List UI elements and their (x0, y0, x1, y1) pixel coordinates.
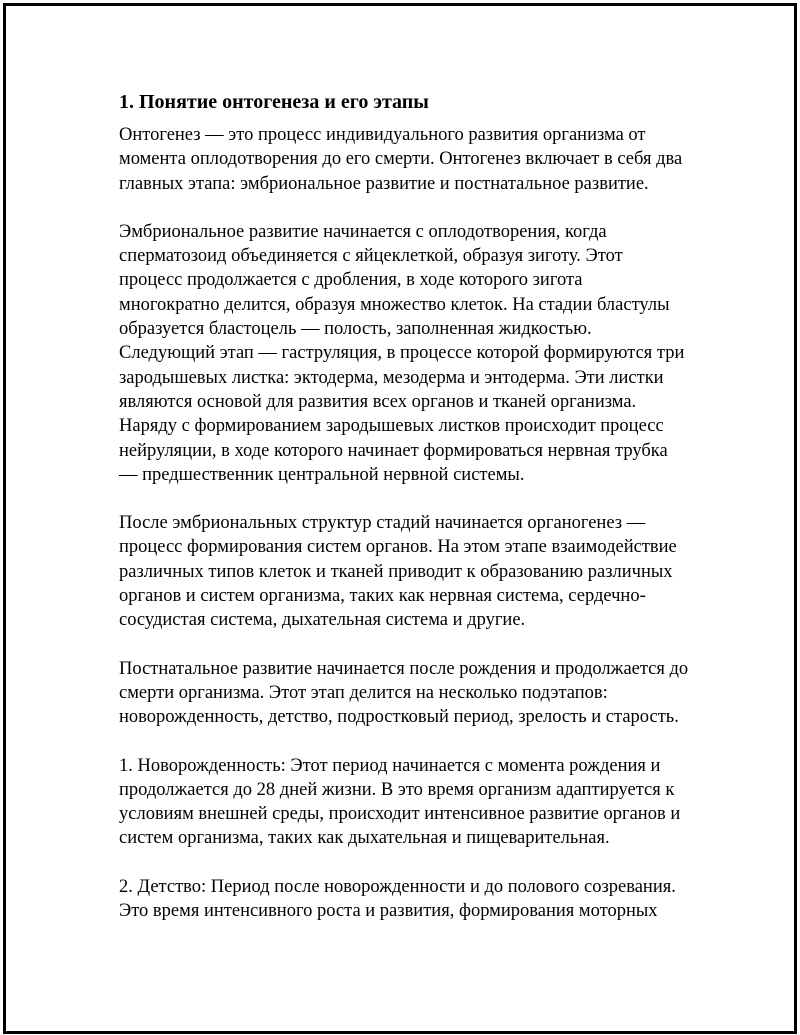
paragraph-embryonic-development: Эмбриональное развитие начинается с оплодотворения, когда сперматозоид объединяется с яйцеклеткой, образуя зиготу. Этот процесс продолжается с дробления, в ходе которого зигота многократно делится, образуя множество клеток. На стадии бластулы образуется бластоцель — полость, заполненная жидкостью. Следующий этап — гаструляция, в процессе которой формируются три зародышевых листка: эктодерма, мезодерма и энтодерма. Эти листки являются основой для развития всех органов и тканей организма. Наряду с формированием зародышевых листков происходит процесс нейруляции, в ходе которого начинает формироваться нервная трубка — предшественник центральной нервной системы. (119, 221, 685, 485)
document-body (119, 90, 701, 947)
paragraph-newborn-period: 1. Новорожденность: Этот период начинается с момента рождения и продолжается до 28 дней жизни. В это время организм адаптируется к условиям внешней среды, происходит интенсивное развитие органов и систем организма, таких как дыхательная и пищеварительная. (119, 755, 681, 849)
paragraph-ontogenesis-definition: Онтогенез — это процесс индивидуального развития организма от момента оплодотворения до его смерти. Онтогенез включает в себя два главных этапа: эмбриональное развитие и постнатальное развитие. (119, 125, 683, 194)
paragraph-postnatal-development: Постнатальное развитие начинается после рождения и продолжается до смерти организма. Этот этап делится на несколько подэтапов: новорожденность, детство, подростковый период, зрелость и старость. (119, 658, 689, 728)
document-page (3, 3, 797, 1034)
paragraph-childhood: 2. Детство: Период после новорожденности и до полового созревания. Это время интенсивного роста и развития, формирования моторных (119, 876, 676, 922)
section-title: 1. Понятие онтогенеза и его этапы (119, 91, 429, 113)
paragraph-organogenesis: После эмбриональных структур стадий начинается органогенез — процесс формирования систем органов. На этом этапе взаимодействие различных типов клеток и тканей приводит к образованию различных органов и систем организма, таких как нервная система, сердечно- сосудистая система, дыхательная система и другие. (119, 513, 677, 631)
